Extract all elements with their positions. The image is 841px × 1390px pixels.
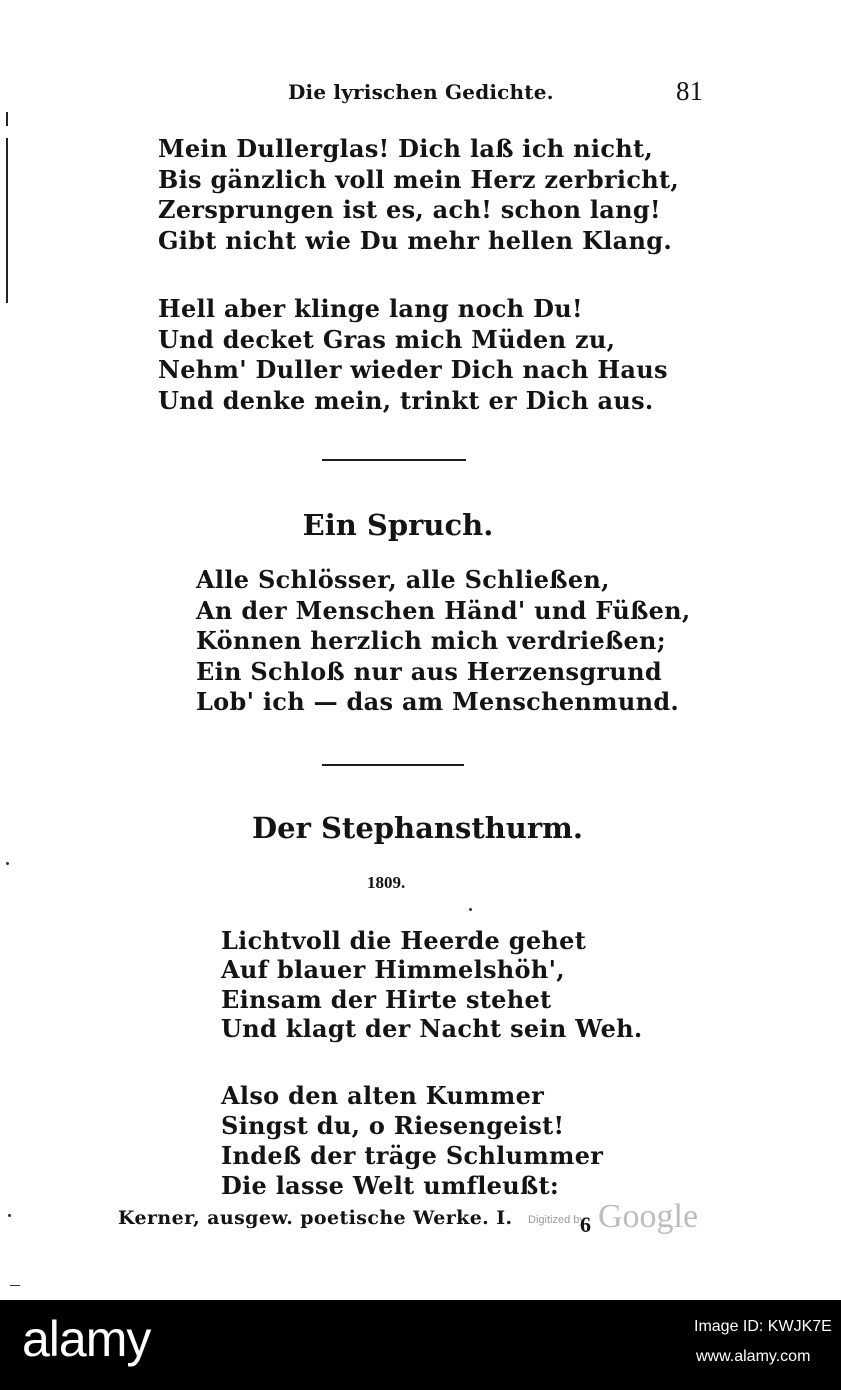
poem-year: 1809. [367,873,406,892]
margin-mark [6,138,8,303]
page-number: 81 [676,76,703,106]
scan-speck [8,1214,11,1217]
verse-line: Auf blauer Himmelshöh', [221,955,565,985]
verse-line: Und denke mein, trinkt er Dich aus. [158,385,654,415]
image-id: Image ID: KWJK7E [694,1318,832,1335]
verse-line: Lob' ich — das am Menschenmund. [196,687,680,716]
verse-line: Bis gänzlich voll mein Herz zerbricht, [158,164,680,194]
printer-signature: Kerner, ausgew. poetische Werke. I. [118,1207,513,1229]
running-head: Die lyrischen Gedichte. [288,80,554,104]
poem1-stanza-1 [158,134,679,256]
scan-speck [469,908,472,911]
verse-line: Können herzlich mich verdrießen; [196,626,666,655]
google-logo: Google [598,1198,699,1235]
verse-line: Nehm' Duller wieder Dich nach Haus [158,355,668,385]
verse-line: Und decket Gras mich Müden zu, [158,324,616,354]
poem3-stanza-1 [221,926,643,1044]
verse-line: Mein Dullerglas! Dich laß ich nicht, [158,134,654,163]
verse-line: Indeß der träge Schlummer [221,1141,604,1170]
alamy-url: www.alamy.com [696,1348,811,1365]
section-divider [322,459,466,461]
poem-title-ein-spruch: Ein Spruch. [302,508,494,542]
verse-line: Einsam der Hirte stehet [221,984,552,1014]
verse-line: Alle Schlösser, alle Schließen, [196,565,610,594]
verse-line: Singst du, o Riesengeist! [221,1111,565,1140]
poem1-stanza-2 [158,294,668,416]
verse-line: Und klagt der Nacht sein Weh. [221,1014,643,1044]
poem3-stanza-2 [221,1081,603,1201]
verse-line: Lichtvoll die Heerde gehet [221,926,587,955]
verse-line: Zersprungen ist es, ach! schon lang! [158,195,661,225]
scan-speck [10,1285,20,1286]
verse-line: Ein Schloß nur aus Herzensgrund [196,656,662,686]
poem2-lines [196,565,691,718]
signature-mark: 6 [580,1212,591,1237]
digitized-by-label: Digitized by [528,1214,585,1226]
poem-title-der-stephansthurm: Der Stephansthurm. [252,811,583,845]
verse-line: Die lasse Welt umfleußt: [221,1171,560,1200]
verse-line: Also den alten Kummer [221,1081,545,1110]
margin-mark [6,112,8,126]
section-divider [322,764,464,766]
verse-line: Gibt nicht wie Du mehr hellen Klang. [158,225,672,255]
alamy-logo: alamy [22,1311,151,1367]
verse-line: An der Menschen Händ' und Füßen, [196,595,691,625]
scan-speck [6,862,9,865]
verse-line: Hell aber klinge lang noch Du! [158,294,583,323]
